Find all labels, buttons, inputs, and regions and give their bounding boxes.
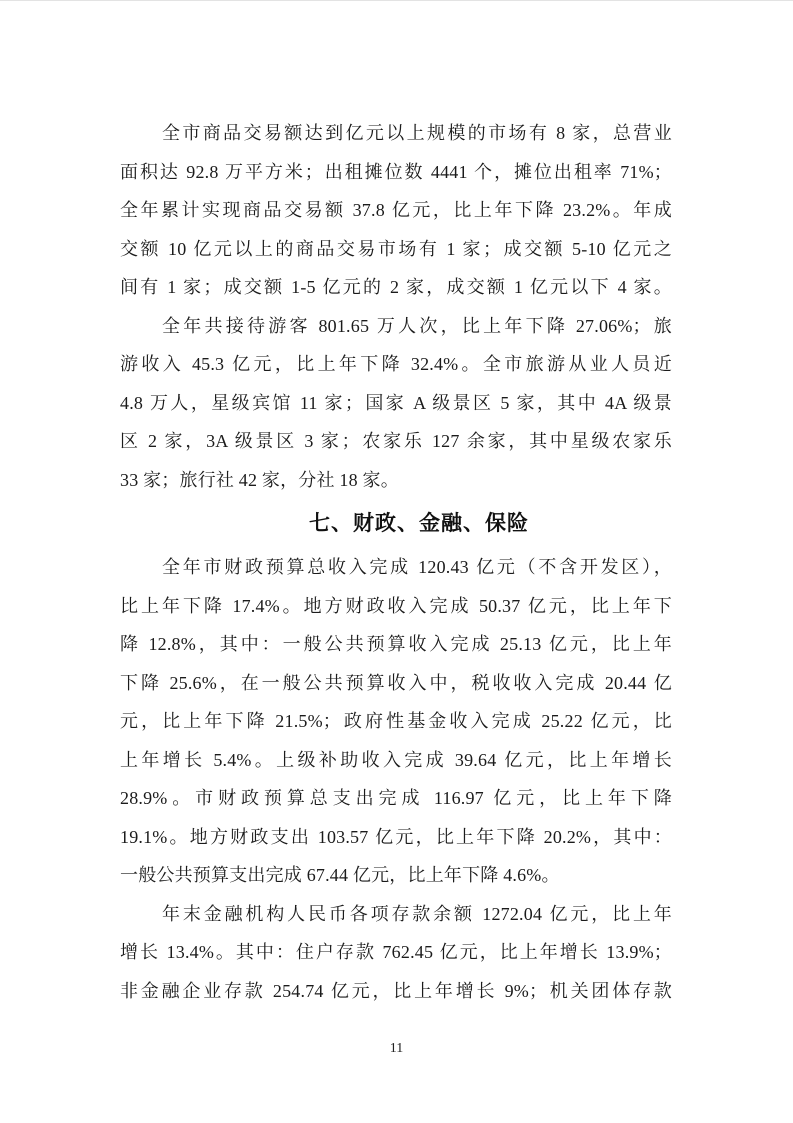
text-line: 增长 13.4%。其中：住户存款 762.45 亿元，比上年增长 13.9%； (120, 942, 672, 962)
text-line: 元，比上年下降 21.5%；政府性基金收入完成 25.22 亿元，比 (120, 711, 672, 731)
text-line: 上年增长 5.4%。上级补助收入完成 39.64 亿元，比上年增长 (120, 749, 672, 770)
commodity-markets-paragraph (120, 114, 672, 307)
text-line: 间有 1 家；成交额 1-5 亿元的 2 家，成交额 1 亿元以下 4 家。 (120, 277, 672, 297)
text-line: 全年市财政预算总收入完成 120.43 亿元（不含开发区）， (162, 557, 672, 577)
text-line: 全年共接待游客 801.65 万人次，比上年下降 27.06%；旅 (162, 315, 672, 336)
text-line: 33 家；旅行社 42 家，分社 18 家。 (120, 469, 399, 490)
text-line: 19.1%。地方财政支出 103.57 亿元，比上年下降 20.2%，其中： (120, 826, 672, 847)
tourism-paragraph (120, 307, 672, 500)
text-line: 非金融企业存款 254.74 亿元，比上年增长 9%；机关团体存款 (120, 980, 672, 1001)
text-line: 下降 25.6%，在一般公共预算收入中，税收收入完成 20.44 亿 (120, 672, 672, 693)
deposits-paragraph (120, 895, 672, 1011)
text-line: 比上年下降 17.4%。地方财政收入完成 50.37 亿元，比上年下 (120, 595, 672, 616)
text-line: 4.8 万人，星级宾馆 11 家；国家 A 级景区 5 家，其中 4A 级景 (120, 392, 672, 413)
text-line: 年末金融机构人民币各项存款余额 1272.04 亿元，比上年 (162, 903, 672, 924)
text-line: 28.9%。市财政预算总支出完成 116.97 亿元，比上年下降 (120, 788, 672, 808)
text-line: 面积达 92.8 万平方米；出租摊位数 4441 个，摊位出租率 71%； (120, 161, 672, 182)
text-line: 区 2 家，3A 级景区 3 家；农家乐 127 余家，其中星级农家乐 (120, 431, 672, 451)
section-heading-finance: 七、财政、金融、保险 (309, 512, 529, 535)
page-number: 11 (389, 1041, 404, 1056)
text-line: 全年累计实现商品交易额 37.8 亿元，比上年下降 23.2%。年成 (120, 200, 672, 220)
fiscal-revenue-paragraph (120, 548, 672, 895)
text-line: 交额 10 亿元以上的商品交易市场有 1 家；成交额 5-10 亿元之 (120, 238, 672, 259)
text-line: 游收入 45.3 亿元，比上年下降 32.4%。全市旅游从业人员近 (120, 354, 672, 374)
text-line: 全市商品交易额达到亿元以上规模的市场有 8 家，总营业 (162, 123, 672, 143)
text-line: 降 12.8%，其中：一般公共预算收入完成 25.13 亿元，比上年 (120, 634, 672, 654)
document-body (120, 114, 672, 1010)
text-line: 一般公共预算支出完成 67.44 亿元，比上年下降 4.6%。 (120, 865, 560, 885)
